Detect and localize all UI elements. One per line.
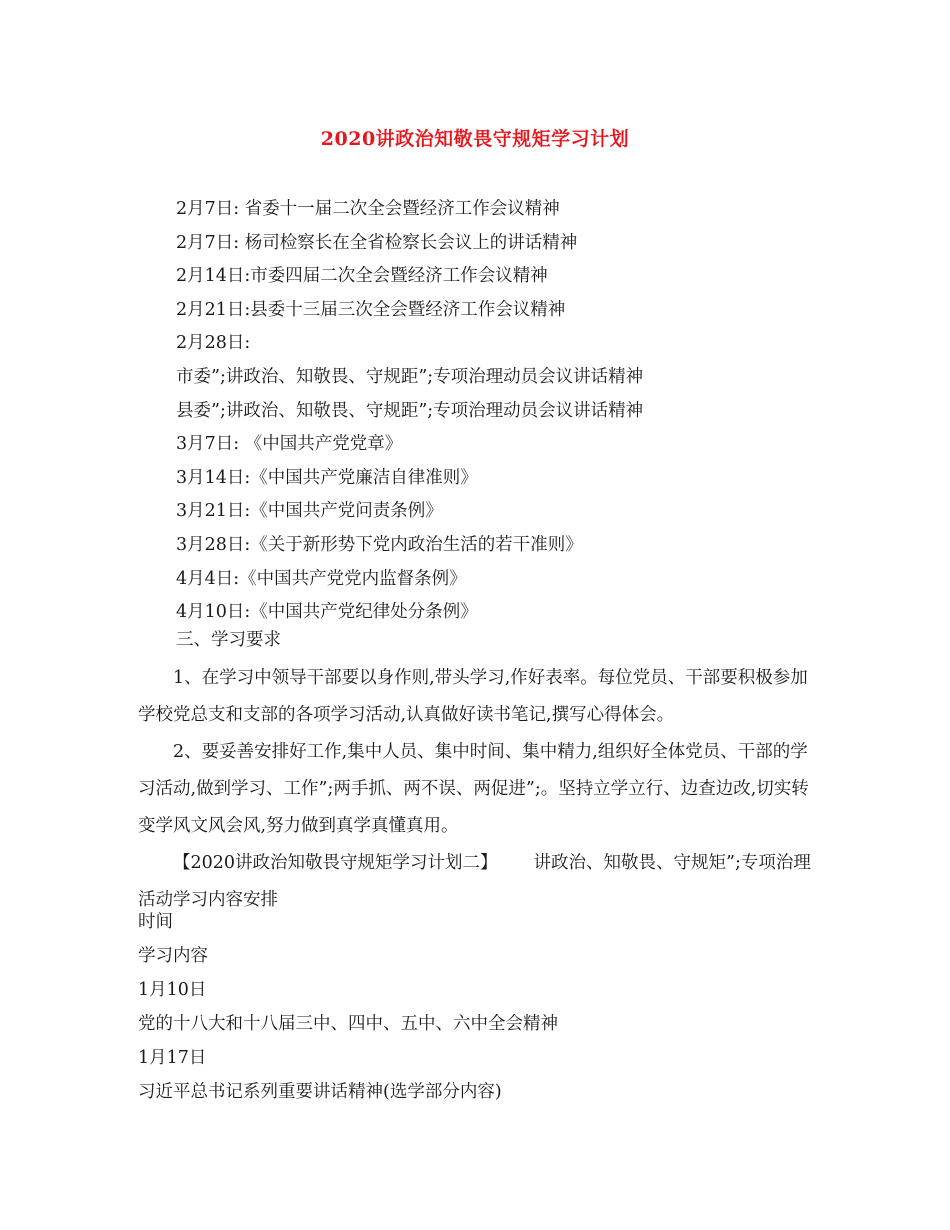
table-cell: 时间 xyxy=(138,912,173,932)
table-cell: 党的十八大和十八届三中、四中、五中、六中全会精神 xyxy=(138,1014,558,1034)
table-cell: 1月10日 xyxy=(138,980,207,1000)
schedule-item: 市委”;讲政治、知敬畏、守规距”;专项治理动员会议讲话精神 xyxy=(176,366,644,387)
schedule-item: 3月28日:《关于新形势下党内政治生活的若干准则》 xyxy=(176,534,583,555)
schedule-item: 2月21日:县委十三届三次全会暨经济工作会议精神 xyxy=(176,299,566,320)
schedule-item: 2月7日: 省委十一届二次全会暨经济工作会议精神 xyxy=(176,199,560,219)
table-cell: 习近平总书记系列重要讲话精神(选学部分内容) xyxy=(138,1082,502,1102)
schedule-item: 4月10日:《中国共产党纪律处分条例》 xyxy=(176,602,478,623)
schedule-item: 4月4日:《中国共产党党内监督条例》 xyxy=(176,568,467,589)
requirements-body xyxy=(138,660,818,919)
schedule-table-text xyxy=(138,905,818,1109)
schedule-item: 县委”;讲政治、知敬畏、守规距”;专项治理动员会议讲话精神 xyxy=(176,400,644,421)
plan-two-subtitle: 讲政治、知敬畏、守规矩”;专项治理活动学习内容安排 xyxy=(138,853,811,910)
schedule-item: 3月21日:《中国共产党问责条例》 xyxy=(176,501,443,522)
paragraph-2: 2、要妥善安排好工作,集中人员、集中时间、集中精力,组织好全体党员、干部的学习活动,做到学习、工作”;两手抓、两不误、两促进”;。坚持立学立行、边查边改,切实转变学风文风会风,努力做到真学真懂真用。 xyxy=(138,742,809,836)
schedule-item: 3月14日:《中国共产党廉洁自律准则》 xyxy=(176,467,478,488)
paragraph-1: 1、在学习中领导干部要以身作则,带头学习,作好表率。每位党员、干部要积极参加学校党总支和支部的各项学习活动,认真做好读书笔记,撰写心得体会。 xyxy=(138,668,808,725)
table-cell: 1月17日 xyxy=(138,1048,207,1068)
section-heading: 三、学习要求 xyxy=(176,630,281,650)
schedule-item: 2月14日:市委四届二次全会暨经济工作会议精神 xyxy=(176,266,548,287)
schedule-item: 2月7日: 杨司检察长在全省检察长会议上的讲话精神 xyxy=(176,232,578,253)
schedule-item: 3月7日: 《中国共产党党章》 xyxy=(176,434,403,455)
schedule-list xyxy=(176,193,856,630)
table-cell: 学习内容 xyxy=(138,946,208,966)
plan-two-heading: 【2020讲政治知敬畏守规矩学习计划二】 xyxy=(173,853,498,873)
document-title: 2020讲政治知敬畏守规矩学习计划 xyxy=(320,128,630,150)
schedule-item: 2月28日: xyxy=(176,333,251,354)
